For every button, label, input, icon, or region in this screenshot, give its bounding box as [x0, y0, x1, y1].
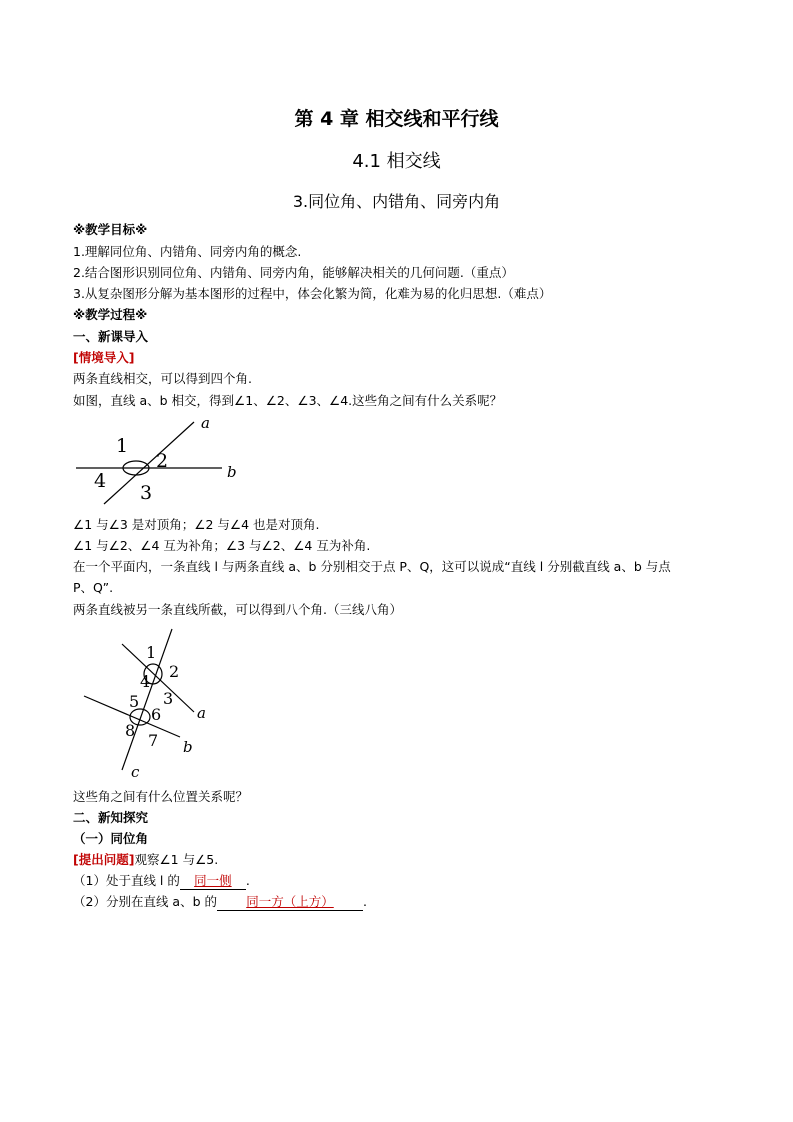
paragraph-1: 两条直线相交，可以得到四个角. — [73, 371, 252, 386]
fig2-label-5: 5 — [129, 692, 140, 711]
question-1-answer: 同一侧 — [194, 873, 232, 888]
chapter-title: 第 4 章 相交线和平行线 — [294, 108, 499, 130]
fig1-label-a: a — [201, 414, 210, 432]
question-2-blank — [217, 894, 363, 911]
fig2-label-3: 3 — [163, 689, 174, 708]
goal-item-2: 2.结合图形识别同位角、内错角、同旁内角，能够解决相关的几何问题.（重点） — [73, 265, 514, 280]
fig2-label-1: 1 — [146, 643, 157, 662]
question-2-answer: 同一方（上方） — [246, 894, 334, 909]
paragraph-3: ∠1 与∠3 是对顶角；∠2 与∠4 也是对顶角. — [73, 517, 320, 532]
question-1-suffix: . — [245, 873, 250, 888]
fig2-label-8: 8 — [125, 721, 136, 740]
fig1-label-b: b — [227, 463, 237, 481]
fig2-label-4: 4 — [140, 672, 151, 691]
part2-heading: 二、新知探究 — [73, 810, 149, 825]
fig2-label-c: c — [131, 763, 140, 781]
paragraph-4: ∠1 与∠2、∠4 互为补角；∠3 与∠2、∠4 互为补角. — [73, 538, 371, 553]
question-2-prefix: （2）分别在直线 a、b 的 — [73, 894, 217, 909]
fig1-label-4: 4 — [94, 470, 107, 492]
goals-heading: ※教学目标※ — [73, 222, 148, 237]
paragraph-7: 这些角之间有什么位置关系呢？ — [73, 789, 249, 804]
question-1-blank — [180, 873, 246, 890]
fig1-label-1: 1 — [116, 435, 129, 457]
fig1-label-3: 3 — [140, 482, 153, 504]
question-2 — [73, 894, 367, 911]
fig2-label-7: 7 — [148, 731, 159, 750]
part1-heading: 一、新课导入 — [73, 329, 149, 344]
figure-three-lines-eight-angles — [78, 626, 208, 781]
situation-tag: [情境导入] — [73, 350, 135, 365]
fig2-label-a: a — [197, 704, 206, 722]
question-2-suffix: . — [363, 894, 367, 909]
question-1-prefix: （1）处于直线 l 的 — [73, 873, 180, 888]
figure-intersecting-lines — [72, 412, 252, 512]
fig2-label-6: 6 — [151, 705, 162, 724]
paragraph-6: 两条直线被另一条直线所截，可以得到八个角.（三线八角） — [73, 602, 402, 617]
fig1-label-2: 2 — [156, 450, 169, 472]
goal-item-3: 3.从复杂图形分解为基本图形的过程中，体会化繁为简，化难为易的化归思想.（难点） — [73, 286, 552, 301]
paragraph-5a: 在一个平面内，一条直线 l 与两条直线 a、b 分别相交于点 P、Q，这可以说成“直线 l 分别截直线 a、b 与点 — [73, 559, 671, 574]
fig2-label-b: b — [183, 738, 193, 756]
question-1 — [73, 873, 250, 890]
paragraph-5b: P、Q”. — [73, 580, 114, 595]
subsection-title: 3.同位角、内错角、同旁内角 — [292, 192, 501, 211]
paragraph-2: 如图，直线 a、b 相交，得到∠1、∠2、∠3、∠4.这些角之间有什么关系呢？ — [73, 393, 503, 408]
corresponding-angles-heading: （一）同位角 — [73, 831, 149, 846]
goal-item-1: 1.理解同位角、内错角、同旁内角的概念. — [73, 244, 302, 259]
question-tag: [提出问题] — [73, 852, 135, 867]
fig2-label-2: 2 — [169, 662, 180, 681]
section-title: 4.1 相交线 — [352, 151, 441, 172]
process-heading: ※教学过程※ — [73, 307, 148, 322]
question-line — [73, 852, 218, 868]
question-text: 观察∠1 与∠5. — [134, 852, 219, 867]
